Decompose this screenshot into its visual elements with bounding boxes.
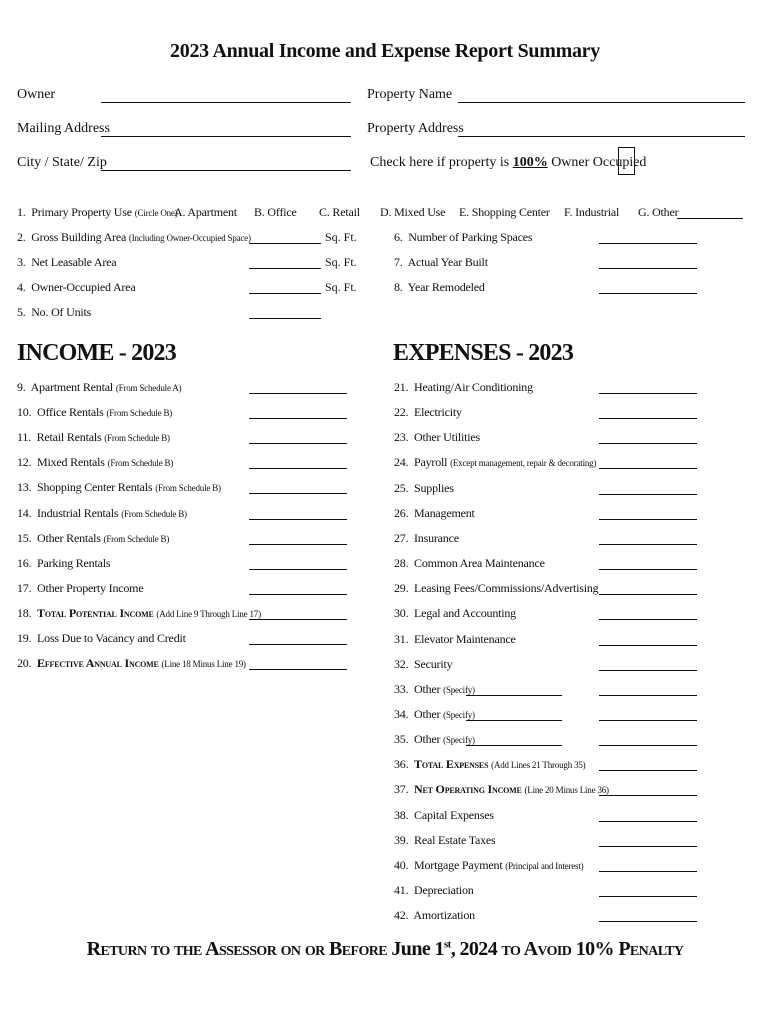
expense-line-31-row: [394, 632, 516, 647]
income-line-10-row: [17, 405, 172, 420]
property-right-8-label: Year Remodeled: [407, 280, 485, 294]
expense-line-35-field[interactable]: [599, 745, 697, 746]
expense-line-24-row: [394, 455, 596, 470]
expense-line-34-row: [394, 707, 475, 722]
income-line-14-label: Industrial Rentals: [37, 505, 119, 520]
income-line-12-field[interactable]: [249, 468, 347, 469]
expense-line-41-num: 41.: [394, 883, 409, 897]
expense-line-28-row: [394, 556, 545, 571]
expense-line-41-row: [394, 883, 474, 898]
expense-line-40-field[interactable]: [599, 871, 697, 872]
income-line-15-label: Other Rentals: [37, 530, 101, 545]
expense-line-24-note: (Except management, repair & decorating): [450, 458, 597, 469]
income-line-14-row: [17, 506, 187, 521]
property-left-2-label: Gross Building Area: [31, 230, 127, 244]
expense-line-31-label: Elevator Maintenance: [414, 631, 516, 646]
property-left-3-field[interactable]: [249, 268, 321, 269]
expense-line-23-row: [394, 430, 480, 445]
option-other-field[interactable]: [677, 218, 743, 219]
expense-line-26-field[interactable]: [599, 519, 697, 520]
expense-line-32-field[interactable]: [599, 670, 697, 671]
expense-line-38-field[interactable]: [599, 821, 697, 822]
expense-line-25-label: Supplies: [414, 480, 454, 495]
property-left-3-num: 3.: [17, 255, 26, 269]
income-line-10-field[interactable]: [249, 418, 347, 419]
income-line-19-row: [17, 631, 186, 646]
option-office[interactable]: B. Office: [254, 205, 297, 219]
income-line-14-field[interactable]: [249, 519, 347, 520]
income-line-17-field[interactable]: [249, 594, 347, 595]
income-line-20-label: Effective Annual Income: [37, 656, 159, 671]
option-industrial[interactable]: F. Industrial: [564, 205, 620, 219]
income-heading: INCOME - 2023: [17, 340, 176, 366]
property-name-field[interactable]: [458, 102, 745, 103]
expense-line-35-note: (Specify): [443, 735, 475, 746]
expense-line-33-row: [394, 682, 475, 697]
property-left-4-field[interactable]: [249, 293, 321, 294]
income-line-20-row: [17, 656, 246, 671]
expense-line-23-num: 23.: [394, 430, 409, 445]
income-line-15-num: 15.: [17, 530, 32, 545]
expense-line-21-num: 21.: [394, 380, 409, 394]
income-line-12-note: (From Schedule B): [107, 458, 174, 469]
property-left-5-row: [17, 305, 91, 320]
expense-line-24-field[interactable]: [599, 468, 697, 469]
expense-line-22-num: 22.: [394, 405, 409, 420]
expense-line-27-row: [394, 531, 459, 546]
owner-occupied-pct: 100%: [512, 155, 548, 170]
expense-line-21-row: [394, 380, 533, 395]
expense-line-34-specify-field[interactable]: [466, 720, 562, 721]
expense-line-31-field[interactable]: [599, 645, 697, 646]
expense-line-21-label: Heating/Air Conditioning: [414, 380, 533, 394]
income-line-12-row: [17, 455, 173, 470]
expense-line-22-field[interactable]: [599, 418, 697, 419]
expense-line-29-num: 29.: [394, 581, 409, 596]
expense-line-36-note: (Add Lines 21 Through 35): [491, 760, 586, 771]
income-line-11-num: 11.: [17, 430, 31, 445]
expense-line-35-num: 35.: [394, 732, 409, 747]
expense-line-33-field[interactable]: [599, 695, 697, 696]
expense-line-32-label: Security: [414, 656, 453, 671]
expense-line-31-num: 31.: [394, 631, 409, 646]
property-right-7-row: [394, 255, 488, 270]
property-name-label: Property Name: [367, 87, 453, 102]
property-address-label: Property Address: [367, 121, 464, 136]
income-line-16-field[interactable]: [249, 569, 347, 570]
property-left-4-unit: Sq. Ft.: [325, 280, 357, 294]
income-line-17-row: [17, 581, 143, 596]
owner-label: Owner: [17, 87, 56, 102]
property-right-7-label: Actual Year Built: [407, 255, 488, 269]
expense-line-30-row: [394, 606, 516, 621]
property-right-8-num: 8.: [394, 280, 403, 294]
property-right-6-num: 6.: [394, 230, 403, 244]
property-left-2-row: [17, 230, 251, 245]
expense-line-27-field[interactable]: [599, 544, 697, 545]
expense-line-39-num: 39.: [394, 832, 409, 847]
property-use-row: 1. Primary Property Use (Circle One): [17, 205, 178, 219]
expenses-heading: EXPENSES - 2023: [393, 340, 574, 366]
expense-line-41-label: Depreciation: [414, 883, 474, 897]
option-apartment[interactable]: A. Apartment: [174, 205, 237, 219]
property-left-4-num: 4.: [17, 280, 26, 294]
income-line-9-row: [17, 380, 181, 395]
expense-line-28-field[interactable]: [599, 569, 697, 570]
expense-line-39-label: Real Estate Taxes: [414, 832, 496, 847]
expense-line-28-num: 28.: [394, 556, 409, 571]
income-line-13-field[interactable]: [249, 493, 347, 494]
property-left-4-row: [17, 280, 135, 295]
expense-line-38-label: Capital Expenses: [414, 807, 494, 822]
expense-line-25-field[interactable]: [599, 494, 697, 495]
income-line-18-field[interactable]: [249, 619, 347, 620]
income-line-14-note: (From Schedule B): [121, 508, 187, 519]
income-line-14-num: 14.: [17, 505, 32, 520]
expense-line-34-label: Other: [414, 706, 441, 721]
property-right-7-field[interactable]: [599, 268, 697, 269]
city-state-zip-label: City / State/ Zip: [17, 155, 107, 170]
expense-line-36-num: 36.: [394, 757, 409, 772]
expense-line-40-num: 40.: [394, 857, 409, 872]
property-right-6-row: [394, 230, 532, 245]
property-right-7-num: 7.: [394, 255, 403, 269]
property-right-6-label: Number of Parking Spaces: [408, 230, 533, 244]
expense-line-42-label: Amortization: [413, 908, 475, 923]
expense-line-36-label: Total Expenses: [414, 757, 489, 772]
expense-line-24-num: 24.: [394, 455, 409, 470]
income-line-16-num: 16.: [17, 555, 32, 570]
expense-line-37-field[interactable]: [599, 795, 697, 796]
income-line-18-num: 18.: [17, 605, 32, 620]
expense-line-37-label: Net Operating Income: [414, 782, 522, 797]
option-shopping-center[interactable]: E. Shopping Center: [459, 205, 550, 219]
income-line-19-label: Loss Due to Vacancy and Credit: [37, 631, 186, 645]
expense-line-30-field[interactable]: [599, 619, 697, 620]
expense-line-36-row: [394, 757, 585, 772]
property-left-3-unit: Sq. Ft.: [325, 255, 357, 269]
income-line-16-row: [17, 556, 110, 571]
owner-occupied-label: Check here if property is 100% Owner Occupied: [370, 155, 647, 170]
expense-line-30-label: Legal and Accounting: [414, 606, 516, 621]
expense-line-26-num: 26.: [394, 505, 409, 520]
income-line-18-row: [17, 606, 261, 621]
property-left-2-note: (Including Owner-Occupied Space): [128, 233, 251, 243]
property-left-2-unit: Sq. Ft.: [325, 230, 357, 244]
expense-line-28-label: Common Area Maintenance: [414, 556, 545, 571]
expense-line-42-row: [394, 908, 475, 923]
option-retail[interactable]: C. Retail: [319, 205, 360, 219]
income-line-11-field[interactable]: [249, 443, 347, 444]
expense-line-32-row: [394, 657, 452, 672]
income-line-17-label: Other Property Income: [37, 580, 144, 595]
expense-line-30-num: 30.: [394, 606, 409, 621]
expense-line-29-row: [394, 581, 598, 596]
expense-line-37-note: (Line 20 Minus Line 36): [524, 785, 609, 796]
expense-line-37-row: [394, 782, 609, 797]
property-right-8-row: [394, 280, 485, 295]
property-right-6-field[interactable]: [599, 243, 697, 244]
expense-line-22-row: [394, 405, 462, 420]
expense-line-32-num: 32.: [394, 656, 409, 671]
property-left-3-label: Net Leasable Area: [31, 255, 117, 269]
income-line-18-note: (Add Line 9 Through Line 17): [156, 608, 261, 619]
income-line-15-note: (From Schedule B): [103, 533, 170, 544]
expense-line-33-num: 33.: [394, 681, 409, 696]
income-line-9-label: Apartment Rental: [30, 380, 114, 394]
income-line-12-num: 12.: [17, 455, 32, 470]
property-address-field[interactable]: [458, 136, 745, 137]
income-line-19-num: 19.: [17, 631, 32, 645]
expense-line-27-num: 27.: [394, 530, 409, 545]
income-line-11-row: [17, 430, 170, 445]
expense-line-23-label: Other Utilities: [414, 430, 481, 445]
income-line-20-num: 20.: [17, 656, 32, 671]
expense-line-27-label: Insurance: [414, 530, 459, 545]
expense-line-33-note: (Specify): [443, 684, 475, 695]
income-line-16-label: Parking Rentals: [37, 555, 111, 570]
expense-line-33-label: Other: [414, 681, 441, 696]
income-line-13-note: (From Schedule B): [155, 483, 221, 494]
income-line-9-note: (From Schedule A): [115, 383, 182, 393]
expense-line-38-num: 38.: [394, 807, 409, 822]
income-line-19-field[interactable]: [249, 644, 347, 645]
expense-line-23-field[interactable]: [599, 443, 697, 444]
expense-line-35-row: [394, 732, 475, 747]
page-title: 2023 Annual Income and Expense Report Summary: [170, 40, 600, 62]
expense-line-37-num: 37.: [394, 782, 409, 797]
expense-line-42-num: 42.: [394, 908, 409, 923]
expense-line-25-num: 25.: [394, 480, 409, 495]
income-line-13-label: Shopping Center Rentals: [37, 480, 153, 495]
income-line-15-row: [17, 531, 169, 546]
income-line-9-num: 9.: [17, 380, 26, 394]
expense-line-40-row: [394, 858, 583, 873]
deadline-notice: Return to the Assessor on or Before June 1st, 2024 to Avoid 10% Penalty: [86, 938, 684, 960]
property-left-4-label: Owner-Occupied Area: [31, 280, 136, 294]
income-line-20-field[interactable]: [249, 669, 347, 670]
expense-line-39-field[interactable]: [599, 846, 697, 847]
city-state-zip-field[interactable]: [101, 170, 351, 171]
income-line-10-note: (From Schedule B): [106, 408, 173, 419]
property-right-8-field[interactable]: [599, 293, 697, 294]
owner-occupied-checkbox[interactable]: [618, 147, 635, 175]
income-line-17-num: 17.: [17, 580, 32, 595]
expense-line-29-label: Leasing Fees/Commissions/Advertising: [414, 581, 599, 596]
expense-line-22-label: Electricity: [414, 405, 462, 420]
expense-line-21-field[interactable]: [599, 393, 697, 394]
mailing-address-field[interactable]: [101, 136, 351, 137]
expense-line-26-row: [394, 506, 475, 521]
income-line-12-label: Mixed Rentals: [37, 455, 105, 470]
property-left-2-num: 2.: [17, 230, 26, 244]
expense-line-38-row: [394, 808, 494, 823]
income-line-11-label: Retail Rentals: [36, 430, 102, 445]
expense-line-34-field[interactable]: [599, 720, 697, 721]
income-line-15-field[interactable]: [249, 544, 347, 545]
income-line-13-num: 13.: [17, 480, 32, 495]
expense-line-40-label: Mortgage Payment: [414, 857, 503, 872]
expense-line-39-row: [394, 833, 496, 848]
income-line-11-note: (From Schedule B): [104, 433, 170, 444]
expense-line-34-num: 34.: [394, 706, 409, 721]
income-line-18-label: Total Potential Income: [37, 605, 154, 620]
property-left-2-field[interactable]: [249, 243, 321, 244]
income-line-9-field[interactable]: [249, 393, 347, 394]
mailing-address-label: Mailing Address: [17, 121, 110, 136]
option-other[interactable]: G. Other: [638, 205, 679, 219]
expense-line-40-note: (Principal and Interest): [505, 860, 584, 871]
property-left-5-label: No. Of Units: [31, 305, 92, 319]
owner-field[interactable]: [101, 102, 351, 103]
income-line-10-num: 10.: [17, 405, 32, 420]
expense-line-35-label: Other: [414, 732, 441, 747]
expense-line-24-label: Payroll: [414, 455, 448, 470]
income-line-10-label: Office Rentals: [37, 405, 104, 420]
property-left-5-field[interactable]: [249, 318, 321, 319]
property-left-5-num: 5.: [17, 305, 26, 319]
expense-line-34-note: (Specify): [443, 709, 475, 720]
income-line-20-note: (Line 18 Minus Line 19): [161, 659, 246, 670]
option-mixed-use[interactable]: D. Mixed Use: [380, 205, 446, 219]
income-line-13-row: [17, 480, 221, 495]
expense-line-41-field[interactable]: [599, 896, 697, 897]
expense-line-26-label: Management: [414, 505, 475, 520]
expense-line-25-row: [394, 481, 454, 496]
expense-line-36-field[interactable]: [599, 770, 697, 771]
property-left-3-row: [17, 255, 116, 270]
expense-line-35-specify-field[interactable]: [466, 745, 562, 746]
expense-line-42-field[interactable]: [599, 921, 697, 922]
expense-line-29-field[interactable]: [599, 594, 697, 595]
expense-line-33-specify-field[interactable]: [466, 695, 562, 696]
